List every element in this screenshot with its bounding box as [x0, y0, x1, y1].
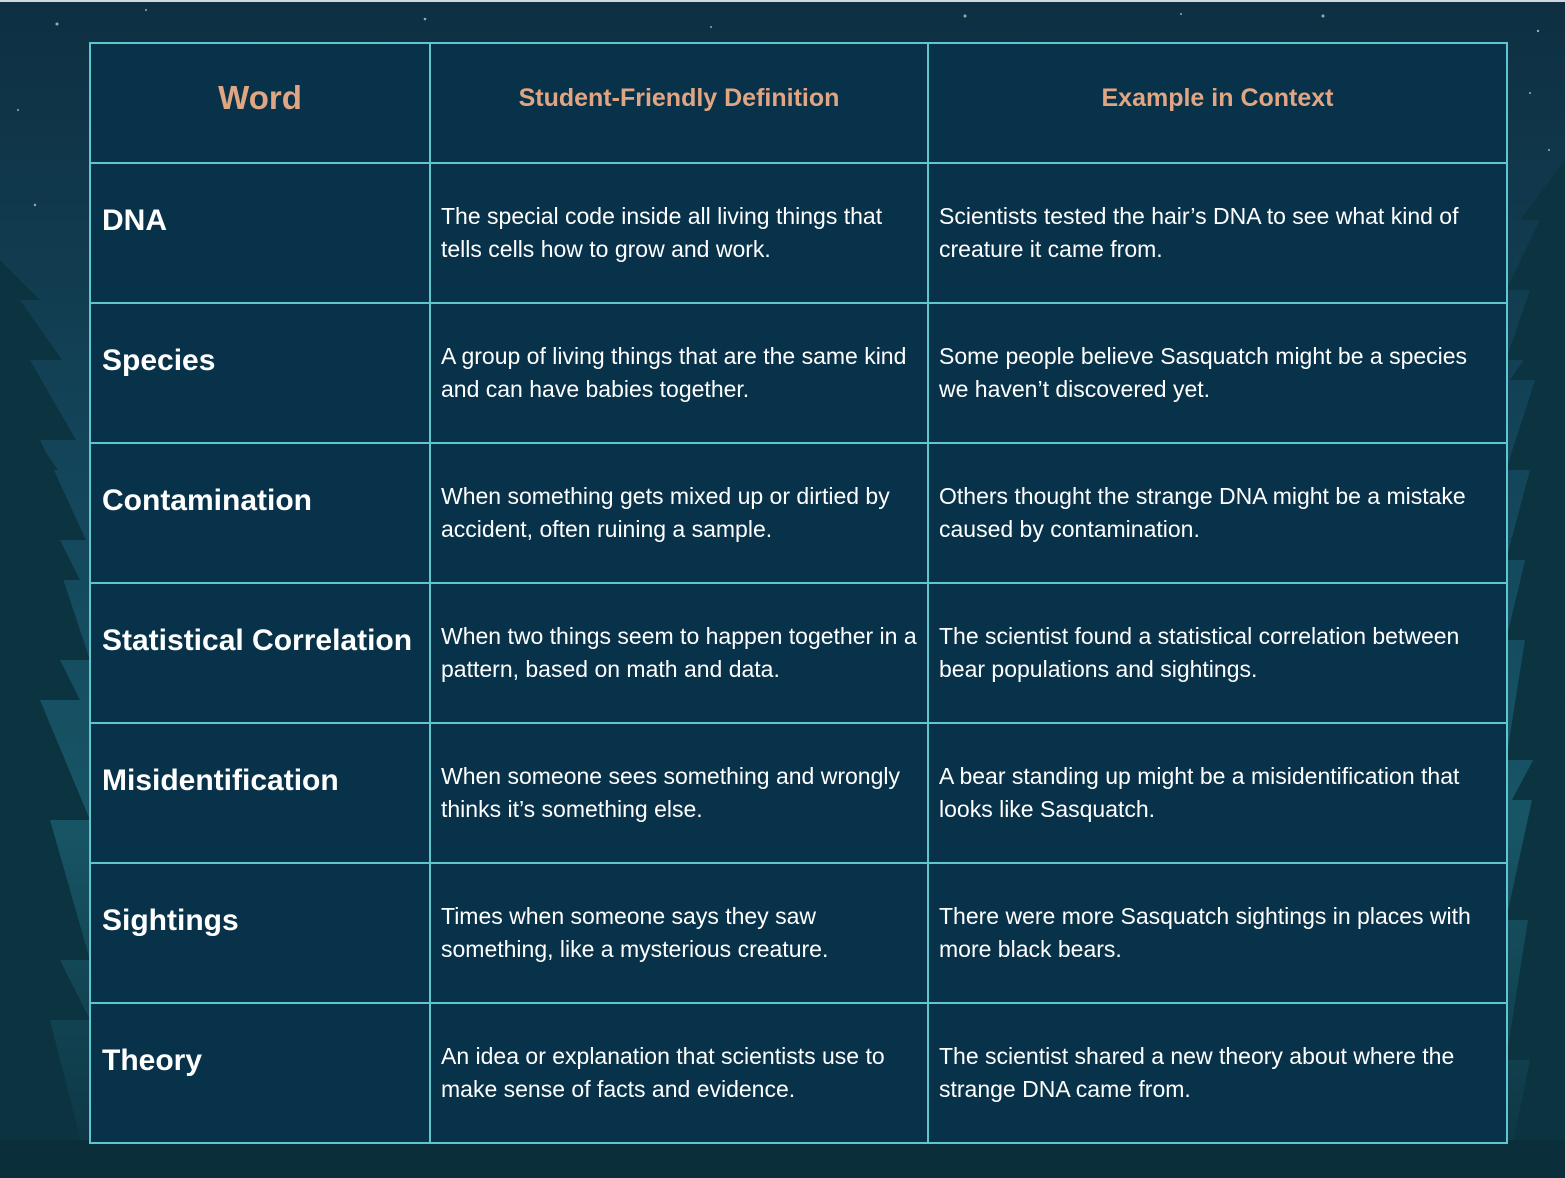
example-cell: The scientist found a statistical correlation between bear populations and sightings.	[928, 583, 1507, 723]
vocabulary-table	[89, 42, 1508, 1144]
top-border-line	[0, 0, 1565, 2]
example-cell: A bear standing up might be a misidentification that looks like Sasquatch.	[928, 723, 1507, 863]
table-row	[90, 443, 1507, 583]
example-cell: The scientist shared a new theory about where the strange DNA came from.	[928, 1003, 1507, 1143]
word-cell: Species	[90, 303, 430, 443]
example-cell: Scientists tested the hair’s DNA to see what kind of creature it came from.	[928, 163, 1507, 303]
table-row	[90, 1003, 1507, 1143]
example-cell: Others thought the strange DNA might be a mistake caused by contamination.	[928, 443, 1507, 583]
header-example: Example in Context	[928, 43, 1507, 163]
definition-cell: A group of living things that are the same kind and can have babies together.	[430, 303, 928, 443]
header-row	[90, 43, 1507, 163]
header-word: Word	[90, 43, 430, 163]
example-cell: Some people believe Sasquatch might be a species we haven’t discovered yet.	[928, 303, 1507, 443]
definition-cell: When something gets mixed up or dirtied by accident, often ruining a sample.	[430, 443, 928, 583]
word-cell: DNA	[90, 163, 430, 303]
word-cell: Theory	[90, 1003, 430, 1143]
definition-cell: An idea or explanation that scientists use to make sense of facts and evidence.	[430, 1003, 928, 1143]
table-row	[90, 723, 1507, 863]
definition-cell: Times when someone says they saw something, like a mysterious creature.	[430, 863, 928, 1003]
table-row	[90, 163, 1507, 303]
definition-cell: The special code inside all living things that tells cells how to grow and work.	[430, 163, 928, 303]
example-cell: There were more Sasquatch sightings in places with more black bears.	[928, 863, 1507, 1003]
word-cell: Statistical Correlation	[90, 583, 430, 723]
word-cell: Contamination	[90, 443, 430, 583]
word-cell: Sightings	[90, 863, 430, 1003]
header-definition: Student-Friendly Definition	[430, 43, 928, 163]
definition-cell: When someone sees something and wrongly thinks it’s something else.	[430, 723, 928, 863]
table-row	[90, 583, 1507, 723]
ground	[0, 1140, 1565, 1178]
word-cell: Misidentification	[90, 723, 430, 863]
table-row	[90, 863, 1507, 1003]
definition-cell: When two things seem to happen together in a pattern, based on math and data.	[430, 583, 928, 723]
table-row	[90, 303, 1507, 443]
